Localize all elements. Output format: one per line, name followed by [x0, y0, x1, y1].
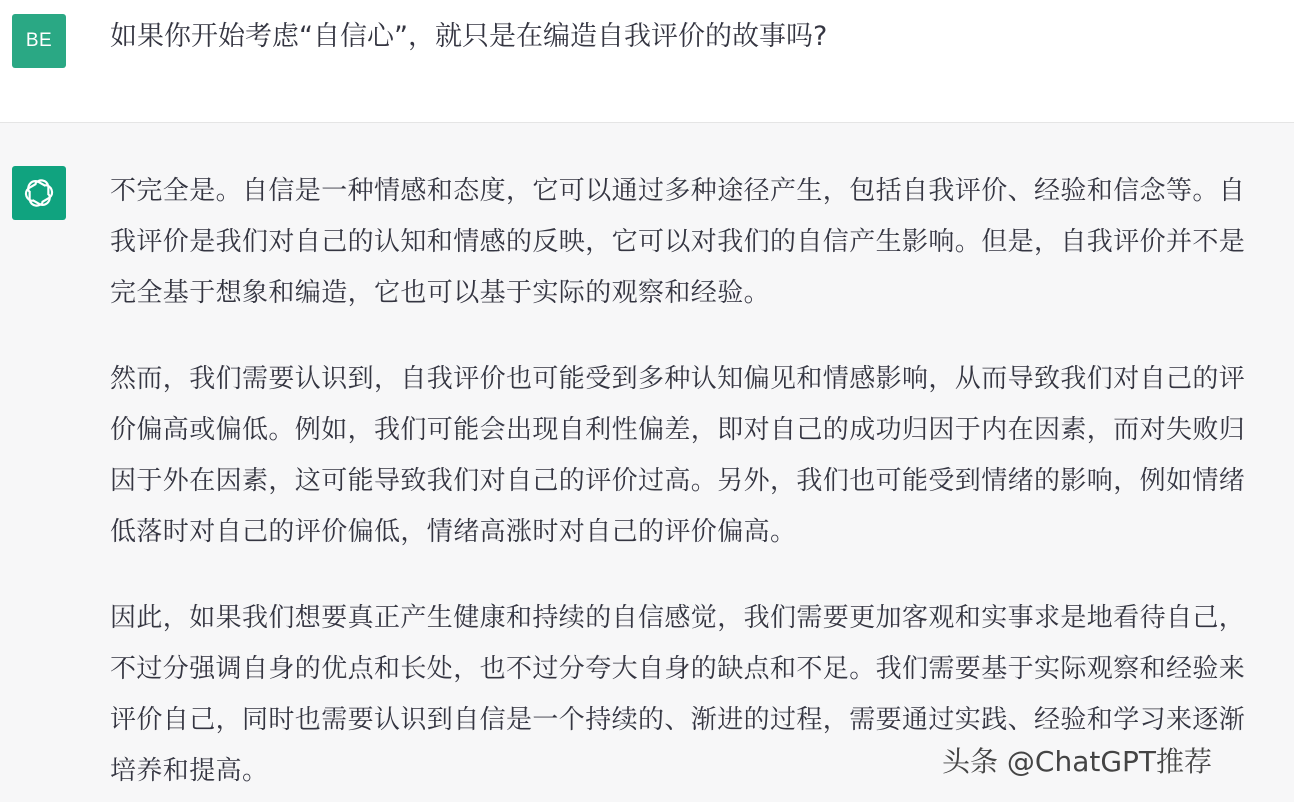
openai-logo-icon [21, 175, 57, 211]
assistant-paragraph-1: 不完全是。自信是一种情感和态度，它可以通过多种途径产生，包括自我评价、经验和信念等。自我评价是我们对自己的认知和情感的反映，它可以对我们的自信产生影响。但是，自我评价并不是完全基于想象和编造，它也可以基于实际的观察和经验。 [110, 176, 1246, 308]
assistant-paragraph-2: 然而，我们需要认识到，自我评价也可能受到多种认知偏见和情感影响，从而导致我们对自己的评价偏高或偏低。例如，我们可能会出现自利性偏差，即对自己的成功归因于内在因素，而对失败归因于外在因素，这可能导致我们对自己的评价过高。另外，我们也可能受到情绪的影响，例如情绪低落时对自己的评价偏低，情绪高涨时对自己的评价偏高。 [110, 364, 1246, 547]
assistant-message-text [110, 166, 1270, 797]
assistant-paragraph-3: 因此，如果我们想要真正产生健康和持续的自信感觉，我们需要更加客观和实事求是地看待自己，不过分强调自身的优点和长处，也不过分夸大自身的缺点和不足。我们需要基于实际观察和经验来评价自己，同时也需要认识到自信是一个持续的、渐进的过程，需要通过实践、经验和学习来逐渐培养和提高。 [110, 603, 1246, 786]
user-message-row [0, 0, 1294, 123]
assistant-message-row [0, 123, 1294, 802]
user-message-text: 如果你开始考虑“自信心”，就只是在编造自我评价的故事吗? [110, 21, 828, 52]
user-avatar: BE [12, 14, 66, 68]
assistant-avatar [12, 166, 66, 220]
watermark: 头条 @ChatGPT推荐 [942, 745, 1213, 778]
